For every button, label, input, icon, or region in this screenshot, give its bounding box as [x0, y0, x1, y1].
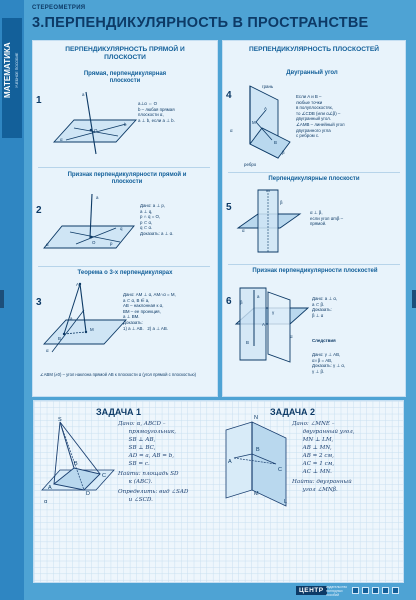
block3-label-A: A: [76, 282, 79, 287]
block4-label-A: A: [264, 106, 267, 111]
block4-label-M: M: [252, 120, 256, 125]
right-divider-2: [228, 264, 400, 265]
block3-label-B: B: [58, 336, 61, 341]
task2-label-C: C: [278, 467, 282, 473]
task2-line-8: угол ∠MNβ.: [292, 487, 338, 493]
block4-label-alpha: α: [230, 128, 233, 133]
block2-text: Дано: a ⊥ p, a ⊥ q, p ∩ q = O, p ⊂ α, q ⊂ α. Доказать: a ⊥ α.: [140, 203, 174, 236]
task2-line-2: MN ⊥ LM,: [292, 437, 334, 443]
block2-number: 2: [36, 205, 42, 216]
block1-label-b: b: [124, 122, 127, 127]
block4-label-B: B: [274, 140, 277, 145]
block6-text: Дано: a ⊥ α, a ⊂ β. Доказать: β ⊥ α: [312, 296, 338, 318]
task1-line-8: Определить: вид ∠SAD: [118, 489, 189, 495]
block1-label-a: a: [82, 92, 85, 97]
subject-sublabel: УЧЕБНОЕ ПОСОБИЕ: [15, 52, 19, 88]
block3-label-alpha: α: [46, 348, 49, 353]
block3-text: Дано: AM ⊥ α, AM∩α = M, a ⊂ α, B ∈ a, AB – наклонная к α, BM – ее проекция, a ⊥ BM. Доказать: 1) a ⊥ AB. 2) a ⊥ AB.: [123, 292, 176, 331]
edge-mark-right: [412, 290, 416, 308]
block4-label-beta: β: [282, 150, 285, 155]
left-divider-2: [38, 266, 210, 267]
task1-line-4: AD = a, AB = b,: [118, 453, 175, 459]
task1-line-0: Дано: α, ABCD –: [118, 421, 166, 427]
block6-title: Признак перпендикулярности плоскостей: [252, 268, 378, 274]
block4-figure: [236, 80, 292, 172]
task1-line-7: к (ABC).: [118, 479, 153, 485]
task2-line-7: Найти: двугранный: [292, 479, 352, 485]
block4-label-edge: ребро: [244, 162, 257, 167]
block6-label-gamma: γ: [272, 310, 275, 315]
block4-title: Двугранный угол: [286, 70, 338, 76]
task1-line-9: и ∠SCD.: [118, 497, 153, 503]
right-column-heading: ПЕРПЕНДИКУЛЯРНОСТЬ ПЛОСКОСТЕЙ: [249, 46, 379, 53]
block3-label-M: M: [90, 327, 94, 332]
task2-line-0: Дано: ∠MNE –: [292, 421, 335, 427]
task2-line-3: AB ⊥ MN,: [292, 445, 332, 451]
task1-line-5: SB = c.: [118, 461, 150, 467]
block6-corollary-title: Следствия: [312, 338, 336, 343]
block4-text: Если A и B – любые точки в полуплоскостях, то ∠CDB (или α∠β) – двугранный угол. ∠AMB – линейный угол двугранного угла с ребром c.: [296, 94, 345, 139]
subject-label: МАТЕМАТИКА: [3, 42, 12, 98]
task1-label-C: C: [102, 473, 106, 479]
block3-note: ∠ABM (≠0) – угол наклона прямой AB к плоскости α (угол прямой с плоскостью): [40, 372, 197, 377]
task2-line-1: двугранный угол,: [292, 429, 355, 435]
footer-icon-2: [362, 587, 369, 594]
task1-label-S: S: [58, 417, 62, 423]
block3-number: 3: [36, 297, 42, 308]
footer-icon-4: [382, 587, 389, 594]
block3-figure: [40, 282, 128, 362]
block1-label-alpha: α: [60, 137, 63, 142]
block2-label-q: q: [120, 226, 123, 231]
task2-label-A: A: [228, 459, 232, 465]
task1-label-D: D: [86, 491, 90, 497]
block5-label-beta: β: [280, 200, 283, 205]
edge-mark-left: [0, 290, 4, 308]
task2-line-5: AC = 1 см,: [292, 461, 335, 467]
block5-label-alpha: α: [242, 228, 245, 233]
block3-title: Теорема о 3-х перпендикулярах: [77, 270, 173, 276]
task1-title: ЗАДАЧА 1: [96, 407, 142, 417]
right-divider-1: [228, 172, 400, 173]
block2-label-O: O: [92, 240, 96, 245]
block6-number: 6: [226, 296, 232, 307]
task2-label-N: N: [254, 415, 258, 421]
block6-label-a: a: [257, 294, 260, 299]
footer-icon-5: [392, 587, 399, 594]
publisher-subtitle: издательство наглядных пособий: [326, 585, 348, 597]
block2-title: Признак перпендикулярности прямой и плоскости: [67, 172, 187, 185]
task1-line-3: SB ⊥ BC,: [118, 445, 156, 451]
footer-icon-1: [352, 587, 359, 594]
task2-label-B: B: [256, 447, 260, 453]
block6-label-alpha: α: [290, 334, 293, 339]
block1-title: Прямая, перпендикулярная плоскости: [83, 71, 167, 84]
block3-label-a: a: [70, 316, 73, 321]
block5-title: Перпендикулярные плоскости: [268, 176, 360, 182]
task1-label-B: B: [74, 461, 78, 467]
task1-label-A: A: [48, 485, 52, 491]
block2-label-p: p: [110, 241, 113, 246]
task1-line-1: прямоугольник,: [118, 429, 177, 435]
block4-number: 4: [226, 90, 232, 101]
left-column-heading: ПЕРПЕНДИКУЛЯРНОСТЬ ПРЯМОЙ И ПЛОСКОСТИ: [65, 46, 185, 61]
task1-label-alpha: α: [44, 499, 48, 505]
block6-corollary: Дано: γ ⊥ AB, α∩β = AB, Доказать: γ ⊥ α, γ ⊥ β.: [312, 352, 346, 374]
task2-title: ЗАДАЧА 2: [270, 407, 316, 417]
section-label: СТЕРЕОМЕТРИЯ: [32, 5, 86, 11]
block2-figure: [40, 192, 138, 260]
block6-label-beta: β: [240, 300, 243, 305]
task2-line-6: AC ⊥ MN.: [292, 469, 332, 475]
block1-label-O: O: [94, 128, 98, 133]
task2-label-M: M: [254, 491, 259, 497]
block6-label-B: B: [246, 340, 249, 345]
block6-figure: [234, 286, 310, 366]
block5-label-m: m: [266, 188, 270, 193]
left-divider-1: [38, 167, 210, 168]
publisher-logo: ЦЕНТР: [296, 586, 327, 595]
task1-line-2: SB ⊥ AB,: [118, 437, 156, 443]
block6-label-A: A: [262, 322, 265, 327]
task2-line-4: AB = 2 см,: [292, 453, 334, 459]
block2-label-a: a: [96, 195, 99, 200]
block1-number: 1: [36, 95, 42, 106]
task1-line-6: Найти: площадь SD: [118, 471, 179, 477]
block5-text: α ⊥ β, если угол αmβ – прямой.: [310, 210, 344, 227]
block2-label-alpha: α: [46, 242, 49, 247]
block5-number: 5: [226, 202, 232, 213]
block1-text: a⊥α ⇔ O b – любая прямая плоскости α, a ⊥ b, если a ⊥ b.: [138, 101, 175, 123]
block4-label-face: грань: [262, 84, 274, 89]
task2-label-L: L: [284, 499, 288, 505]
page-title: 3.ПЕРПЕНДИКУЛЯРНОСТЬ В ПРОСТРАНСТВЕ: [32, 15, 369, 31]
footer-icon-3: [372, 587, 379, 594]
block5-figure: [236, 186, 302, 258]
